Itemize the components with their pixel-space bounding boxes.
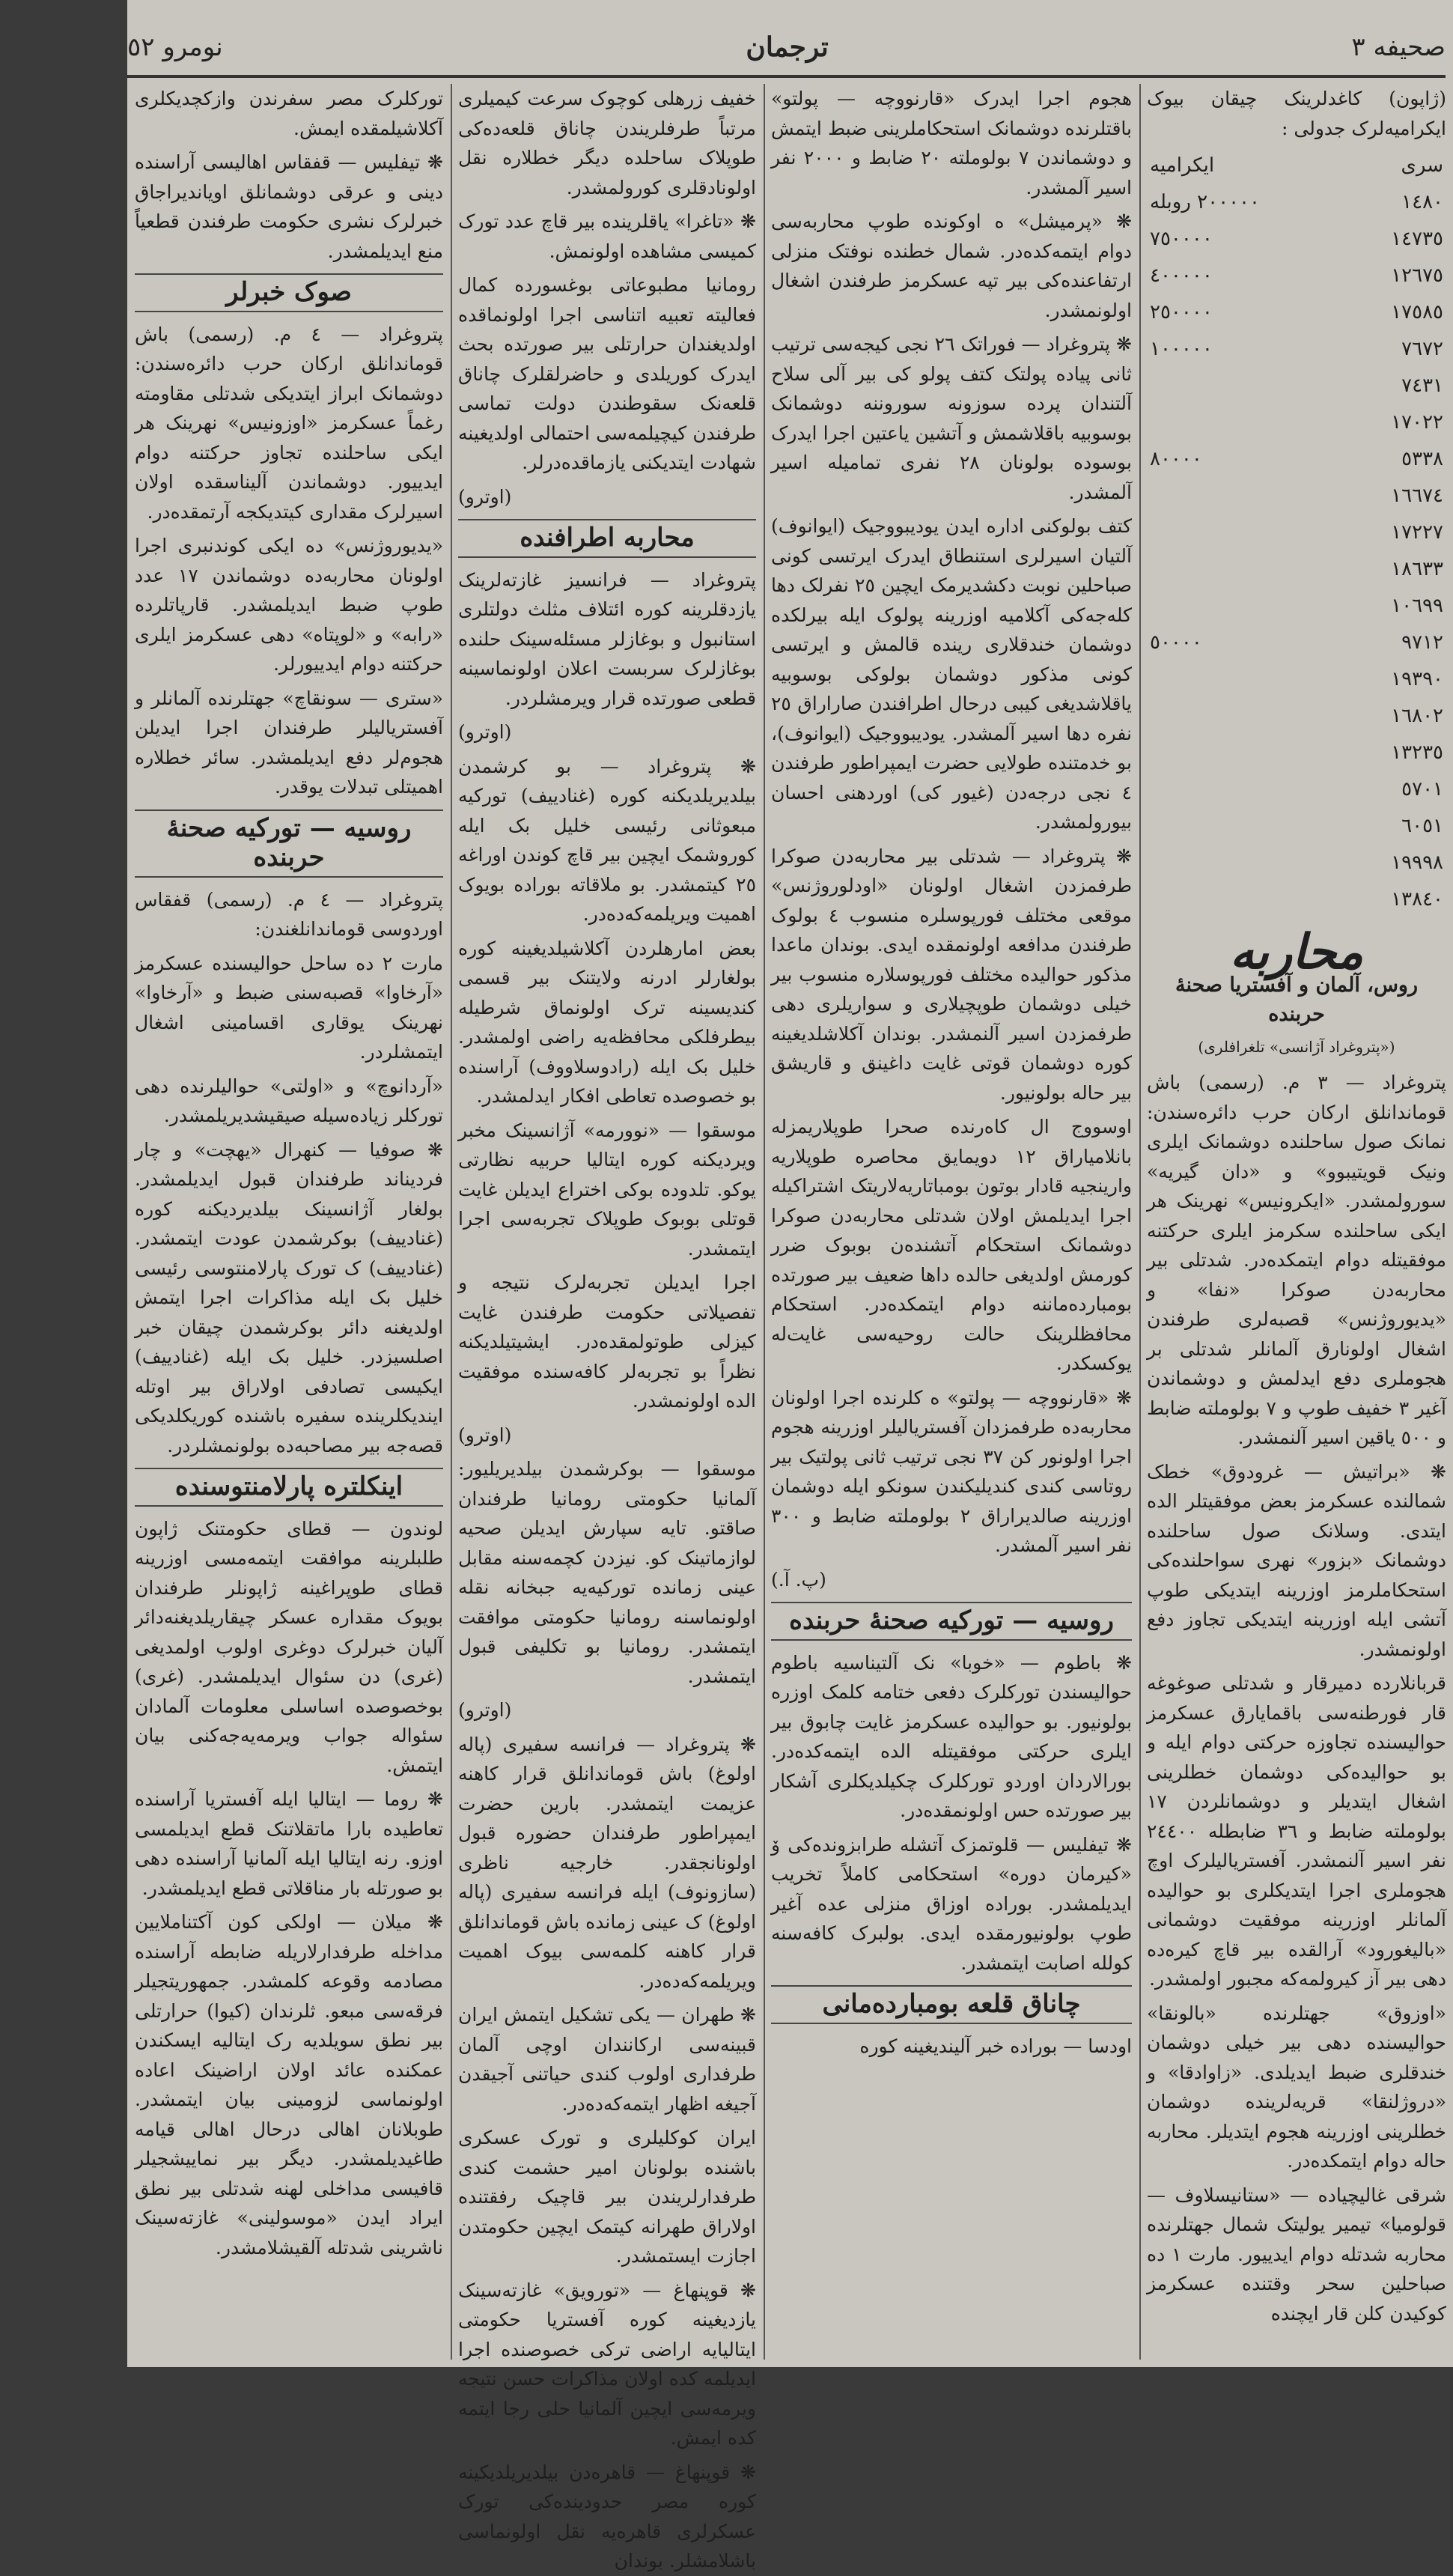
article: ❋ «پرمیشل» ه اوکونده طوپ محاربه‌سی دوام ایتمه‌کده‌در. شمال خطنده نوفتک منزلی ارتفاعنده‌کی بیر تپه عسکرمز طرفندن اشغال اولونمشدر. [771,207,1132,325]
article: ❋ میلان — اولکی کون آکتناملایین مداخله طرفدارلاریله ضابطه آراسنده مصادمه وقوعه کلمشدر. جمهوریتجیلر فرقه‌سی مبعو. ثلرندان (کیوا) حرارتلی بیر نطق سویلدیه رک ایتالیه ایسکندن عمکنده عائد اولان اراضینک اعاده اولونماسی لزومینی بیان ایتمشدر. طوبلانان اهالی درحال اهالی قیامه طاغیدیلمشدر. دیگر بیر نماییشجیلر قافیسی مداخلی لهنه شدتلی بیر نطق ایراد ایدن «موسولینی» غازته‌سینک ناشرینی شدتله آلقیشلامشدر. [135,1907,443,2262]
article: ❋ «براتیش — غرودوق» خطک شمالنده عسکرمز بعض موفقیتلر الده ایتدی. وسلانک صول ساحلنده دوشمانک «بزور» نهری سواحلنده‌کی استحکاملرمز اوزرینه ایتدیکی طوپ آتشی ایله اوزرینه ایتدیکی تجاوز دفع اولونمشدر. [1147,1457,1446,1665]
article: ❋ «تاغرا» یاقلرینده بیر قاچ عدد تورک کمیسی مشاهده اولونمش. [458,207,756,266]
series-number: ١٤٧٣٥ [1391,227,1443,250]
section-heading: روسیه — تورکیه صحنهٔ حربنده [135,809,443,878]
prize-amount: ٥٠٠٠٠ [1150,631,1202,654]
table-row [1147,808,1446,845]
article: هجوم اجرا ایدرک «قارنووچه — پولتو» باقتلرنده دوشمانک استحکاملرینی ضبط ایتمش و دوشماندن ٧ بولوملته ٢٠ ضابط و ٢٠٠٠ نفر اسیر آلمشدر. [771,88,1132,198]
article: ❋ صوفیا — کنهرال «یهچت» و چار فردیناند طرفندان قبول ایدیلمشدر. بولغار آژانسینک بیلدیردیکنه کوره (غنادییف) بوکرشمدن عودت ایتمشدر. (غنادییف) ک تورک پارلامنتوسی رئیسی خلیل بک ایله مذاکرات اجرا ایتمش اولدیغنه دائر بوکرشمدن چیقان خبر اصلسیزدر. خلیل بک ایله (غنادییف) ایکیسی تصادفی اولاراق بیر اوتله ایندیکلرینده سفیره باشنده کوریکلدیکی قصه‌جه بیر مصاحبه‌ده بولونمشلردر. [135,1135,443,1461]
section-subheading: روس، آلمان و آفستریا صحنهٔ حربنده [1175,973,1419,1026]
table-row [1147,881,1446,918]
table-row [1147,368,1446,404]
table-row [1147,404,1446,441]
series-number: ١٣٢٣٥ [1391,741,1443,764]
prize-amount [1147,588,1346,625]
prize-amount [1147,808,1346,845]
column-2 [771,84,1132,2360]
table-row [1147,588,1446,625]
table-row [1147,771,1446,808]
series-number: ٧٦٧٢ [1401,337,1443,360]
section-heading: روسیه — تورکیه صحنهٔ حربنده [771,1602,1132,1641]
scan-margin [0,0,127,2367]
prize-amount [1147,661,1346,698]
article: ❋ باطوم — «خوبا» نک آلتیناسیه باطوم حوالیسندن تورکلرک دفعی ختامه کلمک اوزره بولونیور. بو حوالیده عسکرمز غایت چابوق بیر ایلری حرکتی موفقیتله الده ایتمه‌کده‌در. بورالاردان اوردو تورکلرک چکیلدیکلری آشکار بیر صورتده حس اولونمقده‌در. [771,1648,1132,1826]
series-number: ١٩٣٩٠ [1391,667,1443,690]
article: ❋ «قارنووچه — پولتو» ه کلرنده اجرا اولونان محاربه‌ده طرفمزدان آفستریالیلر اوزرینه هجوم اجرا اولونور کن ٣٧ نجی ترتیب ثانی پولتیک بیر روتاسی کندی کندیلیکندن سونکو ایله دوشمان اوزرینه صالدیراراق ٢ بولوملته ضابط و ٣٠٠ نفر اسیر آلمشدر. [771,1383,1132,1561]
series-number: ٥٧٠١ [1401,777,1443,801]
article: پتروغراد — فرانسیز غازته‌لرینک یازدقلرینه کوره ائتلاف مثلث دولتلری استانبول و بوغازلر مسئله‌سینک حلنده بوغازلرک سربست اعلان اولونماسینه قطعی صورتده قرار ویرمشلردر. [458,568,756,709]
prize-amount [1147,735,1346,771]
article: «ستری — سونقاچ» جهتلرنده آلمانلر و آفستریالیلر طرفندان اجرا ایدیلن هجوم‌لر دفع ایدیلمشدر. سائر خطلاره اهمیتلی تبدلات یوقدر. [135,687,443,798]
prize-amount [1147,551,1346,588]
prize-amount [1147,514,1346,551]
header-issue-number: نومرو ٥٢ [127,32,223,62]
table-row [1147,735,1446,771]
article: موسقوا — «نوورمه» آژانسینک مخبر ویردیکنه کوره ایتالیا حربیه نظارتی یوکو. تلدوده بوکی اختراع ایدیلن غایت قوتلی بوبوک طوپلاک تجربه‌سی اجرا ایتمشدر. [458,1119,756,1260]
column-4 [135,84,443,2360]
article: ❋ روما — ایتالیا ایله آفستریا آراسنده تعاطیده بارا ماتقلاتنک قطع ایدیلمسی اوزو. رنه ایتالیا ایله آلمانیا آراسنده دهی بو صورتله بار مناقلاتی قطع ایدیلمشدر. [135,1784,443,1903]
article: مارت ٢ ده ساحل حوالیسنده عسکرمز «آرخاوا» قصبه‌سنی ضبط و «آرخاوا» نهرینک یوقاری اقسامینی اشغال ایتمشلردر. [135,952,443,1063]
article: موسقوا — بوکرشمدن بیلدیریلیور: آلمانیا حکومتی رومانیا طرفندان صاقتو. تایه سپارش ایدیلن صحیه لوازماتینک کو. نیزدن کچمه‌سنه مقابل عینی زمانده تورکیه‌یه جبخانه نقله اولونماسنه رومانیا حکومتی موافقت ایتمشدر. رومانیا بو تکلیفی قبول ایتمشدر. [458,1458,756,1687]
section-heading: چاناق قلعه بومبارده‌مانی [771,1985,1132,2024]
section-heading-war: محاربه [1229,924,1364,980]
article: پتروغراد — ٣ م. (رسمی) باش قوماندانلق ارکان حرب دائره‌سندن: نمانک صول ساحلنده دوشمانک ایلری ونیک قویتیبوو» و «دان گیریه» سورولمشدر. «ایکرونیس» نهرینک هر ایکی ساحلنده سکرمز ایلری حرکتنه موفقیتله دوام ایتمکده‌در. شدتلی بیر محاربه‌دن صوکرا «نفا» و «یدیوروژنس» قصبه‌لری طرفندن اشغال اولونارق آلمانلر شدتلی بر هجوملری دفع ایدلمش و دوشماندن آغیر ٣ خفیف طوپ و ٧ بولوملته ضابط و ٥٠٠ یاقین اسیر آلنمشدر. [1147,1072,1446,1448]
article: «اوزوق» جهتلرنده «بالونقا» حوالیسنده دهی بیر خیلی دوشمان خندقلری ضبط ایدیلدی. «زاوادقا» و «دروژلنقا» قریه‌لرینده دوشمان خطلرینی اوزرینه هجوم ایتدیلر. محاربه حاله دوام ایتمکده‌در. [1147,2002,1446,2172]
lottery-intro: (ژاپون) کاغدلرینک چیقان بیوک ایکرامیه‌لرک جدولی : [1147,88,1446,139]
table-row [1147,441,1446,478]
masthead-title: ترجمان [746,31,829,63]
prize-amount [1147,698,1346,735]
series-number: ١٧٥٨٥ [1391,300,1443,323]
table-row [1147,661,1446,698]
prize-amount [1147,368,1346,404]
article: ❋ قوپنهاغ — قاهره‌دن بیلدیریلدیکینه کوره مصر حدودینده‌کی تورک عسکرلری قاهره‌یه نقل اولونماسی باشلامشلر. بوندان [458,2458,756,2576]
prize-amount: ٧٥٠٠٠٠ [1150,227,1213,250]
prize-amount [1147,845,1346,881]
article: رومانیا مطبوعاتی بوغسورده کمال فعالیته تعبیه اتناسی اجرا اولونماقده اولدیغندان حرارتلی بیر صورتده بحث ایدرک کوریلدی و حاضرلقلرک چاناق قلعه‌نک سقوطندن دولت ‌تماسی طرفندن کیچیلمه‌سی احتمالی اولدیغینه شهادت ایتدیکنی یازماقده‌درلر. [458,274,756,473]
series-number: ١٧٢٢٧ [1391,520,1443,544]
table-row [1147,294,1446,331]
series-number: ٦٠٥١ [1401,814,1443,837]
prize-amount: ٢٥٠٠٠٠ [1150,300,1213,323]
article: تورکلرک مصر سفرندن وازکچدیکلری آکلاشیلمقده ایمش. [135,88,443,139]
section-heading: اینکلتره پارلامنتوسنده [135,1468,443,1507]
series-number: ١٩٩٩٨ [1391,851,1443,874]
article: «آردانوچ» و «اولتی» حوالیلرنده دهی تورکلر زیاده‌سیله صیقیشدیریلمشدر. [135,1075,443,1126]
series-number: ١٤٨٠ [1401,190,1443,213]
article: ❋ پتروغراد — شدتلی بیر محاربه‌دن صوکرا طرفمزدن اشغال اولونان «اودلوروژنس» موقعی مختلف فورپوسلره منسوب ٤ بولوک طرفندن مدافعه اولونمقده ایدی. بوندان ماعدا مذکور حوالیده مختلف فورپوسلاره منسوب بیر خیلی دوشمان طوپچیلاری و سواریلری دهی طرفمزدن اسیر آلنمشدر. بوندان آکلاشلدیغینه کوره دوشمان قوتی غایت داغینق و قاریشق بیر حاله بولونیور. [771,842,1132,1108]
article: ایران کوکلیلری و تورک عسکری باشنده بولونان امیر حشمت کندی طرفدارلریندن بیر قاچیک رفقتنده اولاراق طهرانه کیتمک ایچین حکومتدن اجازت ایستمشدر. [458,2127,756,2267]
page-header [127,21,1446,73]
prize-amount: ١٠٠٠٠٠ [1150,337,1213,360]
table-row [1147,221,1446,258]
series-number: ١٦٨٠٢ [1391,704,1443,727]
table-row [1147,551,1446,588]
table-row [1147,698,1446,735]
prize-amount: ٤٠٠٠٠٠ [1150,264,1213,287]
article: ❋ طهران — یکی تشکیل ایتمش ایران قبینه‌سی ارکانندان اوچی آلمان طرفداری اولوب کندی حیاتنی آجیقدن آجیغه اظهار ایتمه‌که‌ده‌در. [458,2000,756,2118]
prize-amount: ٢٠٠٠٠٠ روبله [1150,190,1260,213]
lottery-table [1147,148,1446,918]
article: ❋ پتروغراد — فوراتک ٢٦ نجی کیجه‌سی ترتیب ثانی پیاده پولتک کتف پولو کی بیر آلی سلاح آلتندان پرده سوزونه سوروننه دوشمانک بوسوبیه باقلاشمش و آتشین یاعتین اجرا ایدرک بوسوده بولونان ٢٨ نفری تمامیله اسیر آلمشدر. [771,329,1132,507]
article: اودسا — بوراده خبر آلیندیغینه کوره [859,2035,1132,2057]
series-number: ١٠٦٩٩ [1391,594,1443,617]
prize-amount: ٨٠٠٠٠ [1150,447,1202,470]
article: «یدیوروژنس» ده ایکی کوندنبری اجرا اولونان محاربه‌ده دوشماندن ١٧ عدد طوپ ضبط ایدیلمشدر. قارپاتلرده «رابه» و «لوپتاه» دهی عسکرمز ایلری حرکتنه دوام ایدییورلر. [135,535,443,675]
section-heading: صوک خبرلر [135,273,443,312]
article: اوسووج ال کاه‌رنده صحرا طوپلاریمزله بانلامیاراق ١٢ دویمایق محاصره طوپلاریه وارینجیه قادار بوتون بومباتاریه‌لاریتک اشتراکیله اجرا ایدیلمش اولان شدتلی محاربه‌دن صوکرا دوشمانک استحکام آتشنده‌ن بوبوک ضرر کورمش اولدیغی حالده داها ضعیف بیر صورتده بومبارده‌ماننه دوام ایتمکده‌در. استحکام محافظلرینک حالت روحیه‌سی غایت‌له یوکسکدر. [771,1116,1132,1374]
series-number: ١٧٠٢٢ [1391,410,1443,434]
article: ❋ تیفلیس — قفقاس اهالیسی آراسنده دینی و عرقی دوشمانلق اویاندیراجاق خبرلرک نشری حکومت طرفندن قطعیاً منع ایدیلمشدر. [135,148,443,266]
table-row [1147,331,1446,368]
header-rule [127,75,1446,78]
series-number: ٥٣٣٨ [1401,447,1443,470]
series-number: ٩٧١٢ [1401,631,1443,654]
series-number: ١٦٦٧٤ [1391,484,1443,507]
article: قربانلارده دمیرقار و شدتلی صوغوغه قار فورطنه‌سی باقمایارق عسکرمز حوالیسنده تجاوزه حرکتی دوام ایله و بو حوالیده‌کی دوشمان خطلرینی اشغال ایتدیلر و دوشمانلردن ١٧ بولوملته ضابط و ٣٦ ضابطله ٢٤٤٠٠ نفر اسیر آلنمشدر. آفستریالیلرک اوچ هجوملری اجرا ایتدیکلری بو حوالیده آلمانلر اوزرینه موفقیت دوشمانی «بالیغورود» آرالقده بیر قاچ کیره‌ده دهی بیر آز کیرولمه‌که مجبور اولمشدر. [1147,1672,1446,1990]
article-signature: (اوترو) [458,721,512,743]
article: خفیف زرهلی کوچوک سرعت کیمیلری مرتباً طرفلریندن چاناق قلعه‌ده‌کی طوپلاک ساحلده دیگر خطلاره نقل اولونادقلری کورولمشدر. [458,88,756,198]
column-1 [1147,84,1446,2360]
article-signature: (اوترو) [458,1699,512,1721]
article: بعض امارهلردن آکلاشیلدیغینه کوره بولغارلر ادرنه ولایتنک بیر قسمی کندیسینه ترک اولونماق شرطیله بیطرفلکی محافظه‌یه راضی اولمشدر. خلیل بک ایله (رادوسلاووف) آراسنده بو خصوصده تعاطی افکار ایدلمشدر. [458,937,756,1107]
article: ❋ قوپنهاغ — «تورویق» غازته‌سینک یازدیغینه کوره آفستریا حکومتی ایتالیایه اراضی ترکی خصوصنده اجرا ایدیلمه کده اولان مذاکرات حسن نتیجه ویرمه‌سی ایچین آلمانیا حلی رجا ایتمه کده ایمش. [458,2276,756,2453]
series-number: ١٣٨٤٠ [1391,887,1443,911]
section-heading: محاربه اطرافنده [458,519,756,558]
table-row [1147,258,1446,294]
header-page-number: صحیفه ٣ [1351,32,1446,62]
series-header: سری [1401,154,1443,177]
prize-amount [1147,404,1346,441]
prize-header: ایکرامیه [1150,154,1215,177]
article: ❋ تیفلیس — قلوتمزک آتشله طرابزونده‌کی ۆ «کیرمان دوره» استحکامی کاملاً تخریب ایدیلمشدر. بوراده اوزاق منزلی عده آغیر طوپ بولونیورمقده ایدی. بولبرک کافه‌سنه کولله اصابت ایتمشدر. [771,1830,1132,1978]
article-signature: (اوترو) [458,485,512,508]
article-signature: (اوترو) [458,1424,512,1446]
series-number: ١٨٦٣٣ [1391,557,1443,580]
table-row [1147,845,1446,881]
column-divider [451,84,452,2360]
column-3 [458,84,756,2572]
article: لوندون — قطای حکومتنک ژاپون طلبلرینه موافقت ایتمه‌مسی اوزرینه قطای طوپراغینه ژاپونلر طرفندان بویوک مقداره عسکر چیقاریلدیغنه‌دائر آلیان خبرلرک دوغری اولوب اولمدیغی (غری) دن سئوال ایدیلمشدر. (غری) بوخصوصده اساسلی معلومات آلمادان سئواله جواب ویرمه‌یه‌جه‌کنی بیان ایتمش. [135,1517,443,1776]
article: اجرا ایدیلن تجربه‌لرک نتیجه و تفصیلاتی حکومت طرفندن غایت کیزلی طوتولمقده‌در. ایشیتیلدیکنه نظراً بو تجربه‌لر کافه‌سنده موفقیت الده اولونمشدر. [458,1272,756,1412]
section-subnote: («پتروغراد آژانسی» تلغرافلری) [1198,1037,1395,1056]
series-number: ١٢٦٧٥ [1391,264,1443,287]
article-signature: (پ. آ.) [771,1568,826,1591]
article: پتروغراد — ٤ م. (رسمی) قفقاس اوردوسی قوماندانلغندن: [135,888,443,940]
column-divider [1139,84,1141,2360]
lottery-table-header [1147,148,1446,184]
article: ❋ پتروغراد — بو کرشمدن بیلدیریلدیکنه کوره (غنادییف) تورکیه مبعوثانی رئیسی خلیل بک ایله کوروشمک ایچین بیر قاچ کوندن اوراغه ٢٥ کیتمشدر. بو ملاقاته بوراده بویوک اهمیت ویریلمه‌که‌ده‌در. [458,752,756,929]
prize-amount [1147,771,1346,808]
article: کتف بولوکنی اداره ایدن یودیبووجیک (ایوانوف) آلتیان اسیرلری استنطاق ایدرک ایرتسی کونی صباحلین نوبت دکشدیرمک ایچین ٢٥ نفرلک دها کله‌جه‌کی آکلامیه اوزرینه پولوک ایله بیرلکده دوشمان خندقلاری رینده قالمش و ایرتسی کونی مذکور دوشمان بولوکی بوسوبیه یاقلاشدیغی کیبی درحال اطرافندن صاراراق ٢٥ نفره دها اسیر آلمشدر. یودیبووجیک (ایوانوف)، بو خدمتنده طولایی حضرت ایمپراطور طرفندن ٤ نجی درجه‌دن (غیور کی) اوردهنی احسان بیورولمشدر. [771,515,1132,833]
column-divider [764,84,765,2360]
article: شرقی غالیچیاده — «ستانیسلاوف — قولومیا» تیمیر یولیتک شمال جهتلرنده محاربه شدتله دوام ایدییور. مارت ١ ده صباحلین سحر وقتنده عسکرمز کوکیدن کلن قار ایچنده [1147,2184,1446,2324]
prize-amount [1147,881,1346,918]
series-number: ٧٤٣١ [1401,374,1443,397]
article: ❋ پتروغراد — فرانسه سفیری (پاله اولوغ) باش قوماندانلق قرار کاهنه عزیمت ایتمشدر. بارین حضرت ایمپراطور طرفندان حضوره قبول اولونانجقدر. خارجیه ناظری (سازونوف) ایله فرانسه سفیری (پاله اولوغ) ک عینی زمانده باش قوماندانلق قرار کاهنه کلمه‌سی بیوک اهمیت ویریلمه‌که‌ده‌در. [458,1730,756,1996]
article: پتروغراد — ٤ م. (رسمی) باش قوماندانلق ارکان حرب دائره‌سندن: دوشمانک ابراز ایتدیکی شدتلی مقاومته رغماً عسکرمز «اوزونیس» نهرینک هر ایکی ساحلنده تجاوز حرکتنه دوام ایدییور. دوشماندن آلیناسقده اولان اسیرلرک مقداری کیتدیکجه آرتمقده‌در. [135,323,443,523]
table-row [1147,514,1446,551]
table-row [1147,184,1446,221]
prize-amount [1147,478,1346,514]
table-row [1147,625,1446,661]
table-row [1147,478,1446,514]
